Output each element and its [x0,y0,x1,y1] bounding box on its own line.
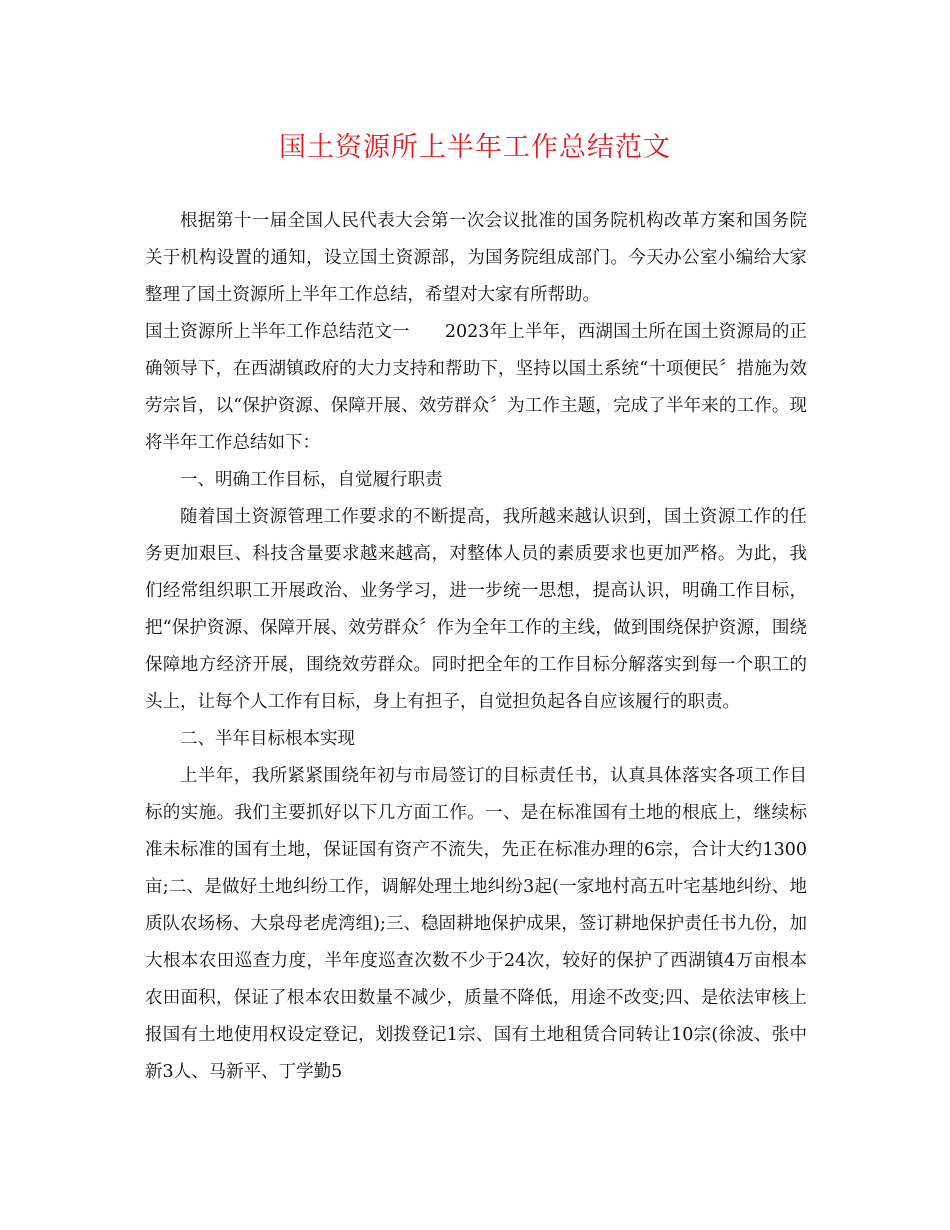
section-heading-1: 一、明确工作目标，自觉履行职责 [180,470,443,490]
section-2-paragraph: 上半年，我所紧紧围绕年初与市局签订的目标责任书，认真具体落实各项工作目标的实施。我们主要抓好以下几方面工作。一、是在标准国有土地的根底上，继续标准未标准的国有土地，保证国有资产不流失，先正在标准办理的6宗，合计大约1300亩;二、是做好土地纠纷工作，调解处理土地纠纷3起(一家地村高五叶宅基地纠纷、地质队农场杨、大泉母老虎湾组);三、稳固耕地保护成果，签订耕地保护责任书九份，加大根本农田巡查力度，半年度巡查次数不少于24次，较好的保护了西湖镇4万亩根本农田面积，保证了根本农田数量不减少，质量不降低，用途不改变;四、是依法审核上报国有土地使用权设定登记，划拨登记1宗、国有土地租赁合同转让10宗(徐波、张中新3人、马新平、丁学勤5 [145,766,807,1082]
section-heading-2: 二、半年目标根本实现 [180,729,355,749]
section-1-paragraph: 随着国土资源管理工作要求的不断提高，我所越来越认识到，国土资源工作的任务更加艰巨、科技含量要求越来越高，对整体人员的素质要求也更加严格。为此，我们经常组织职工开展政治、业务学习，进一步统一思想，提高认识，明确工作目标，把“保护资源、保障开展、效劳群众〞作为全年工作的主线，做到围绕保护资源，围绕保障地方经济开展，围绕效劳群众。同时把全年的工作目标分解落实到每一个职工的头上，让每个人工作有目标，身上有担子，自觉担负起各自应该履行的职责。 [145,507,807,712]
document-title: 国土资源所上半年工作总结范文 [279,132,671,163]
summary-intro-paragraph: 国土资源所上半年工作总结范文一 2023年上半年，西湖国土所在国土资源局的正确领导下，在西湖镇政府的大力支持和帮助下，坚持以国土系统“十项便民〞措施为效劳宗旨，以“保护资源、保障开展、效劳群众〞为工作主题，完成了半年来的工作。现将半年工作总结如下： [145,322,807,453]
intro-paragraph: 根据第十一届全国人民代表大会第一次会议批准的国务院机构改革方案和国务院关于机构设置的通知，设立国土资源部，为国务院组成部门。今天办公室小编给大家整理了国土资源所上半年工作总结，希望对大家有所帮助。 [145,211,807,305]
document-body [145,203,807,1091]
